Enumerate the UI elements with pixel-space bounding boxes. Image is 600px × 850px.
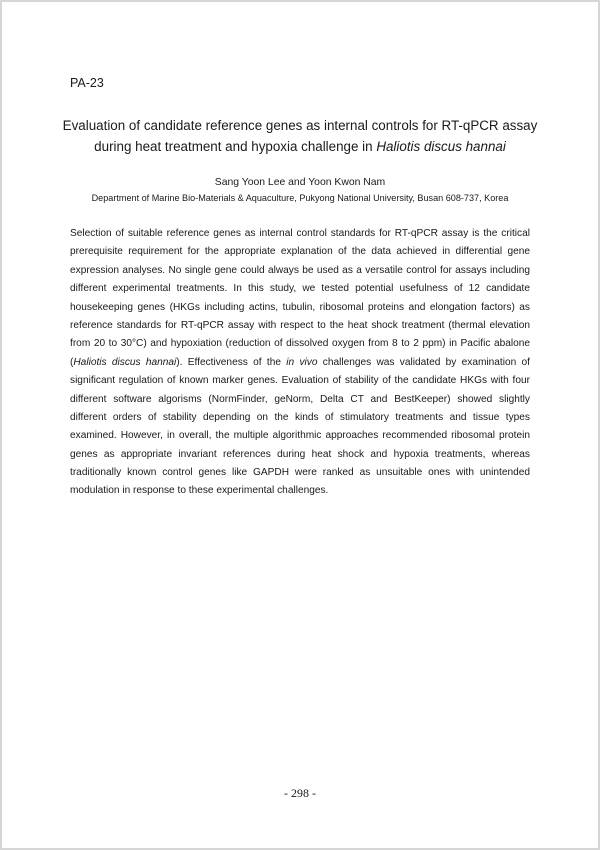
abstract-text: ( [70,356,74,368]
abstract-line: examined. However, in overall, the multiple algorithmic approaches recommended ribosomal protein [70,430,530,442]
abstract-line: genes as appropriate invariant references during heat shock and hypoxia treatments, whereas [70,448,530,460]
abstract-text: ). Effectiveness of the [176,356,287,368]
page-number: - 298 - [284,786,316,800]
abstract-line: from 20 to 30°C) and hypoxiation (reduction of dissolved oxygen from 8 to 2 ppm) in Pacific abalone [70,338,530,350]
abstract-line: modulation in response to these experimental challenges. [70,485,329,497]
abstract-line: different orders of stability depending on the kinds of stimulatory treatments and tissue types [70,411,530,423]
abstract-body [70,225,530,501]
abstract-line: reference standards for RT-qPCR assay with respect to the heat shock treatment (thermal elevation [70,319,530,331]
abstract-line: Selection of suitable reference genes as internal control standards for RT-qPCR assay is the critical [70,228,530,239]
affiliation: Department of Marine Bio-Materials & Aquaculture, Pukyong National University, Busan 608-737, Korea [91,193,509,203]
paper-title [60,115,540,157]
abstract-line: different software algorisms (NormFinder, geNorm, Delta CT and BestKeeper) showed slightly [70,393,530,405]
abstract-line: housekeeping genes (HKGs including actins, tubulin, ribosomal proteins and elongation factors) as [70,301,530,313]
abstract-line: expression analyses. No single gene could always be used as a versatile control for assays including [70,264,530,276]
title-line-2 [60,136,540,157]
abstract-text: challenges was validated by examination of [317,356,530,368]
abstract-code: PA-23 [70,76,104,90]
abstract-line: different experimental treatments. In this study, we tested potential usefulness of 12 candidate [70,283,530,295]
abstract-line [70,354,530,372]
title-species-name: Haliotis discus hannai [376,139,506,154]
abstract-line: significant regulation of known marker genes. Evaluation of stability of the candidate HKGs with four [70,375,530,387]
abstract-in-vivo: in vivo [286,356,318,368]
abstract-species-name: Haliotis discus hannai [73,356,177,368]
title-line-1: Evaluation of candidate reference genes as internal controls for RT-qPCR assay [62,118,538,133]
title-line-2-text: during heat treatment and hypoxia challenge in [94,139,377,154]
authors: Sang Yoon Lee and Yoon Kwon Nam [214,177,386,188]
abstract-line: traditionally known control genes like GAPDH were ranked as unsuitable ones with unintended [70,467,530,479]
abstract-line: prerequisite requirement for the appropriate explanation of the data achieved in differential gene [70,246,530,258]
